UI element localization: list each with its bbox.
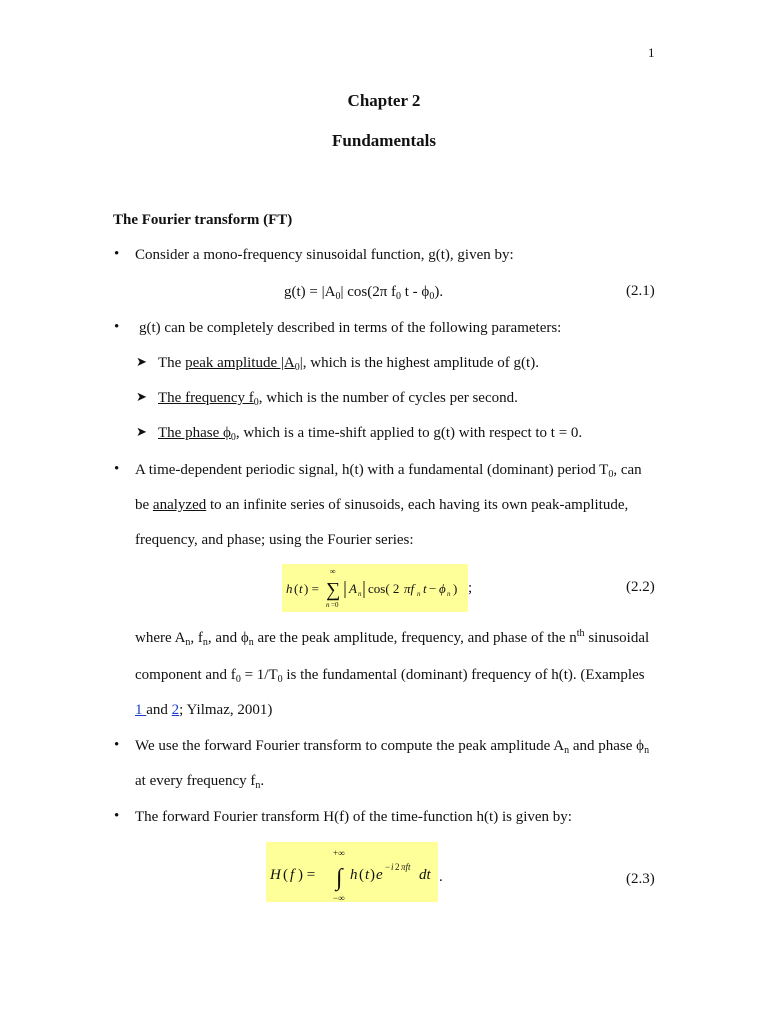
svg-text:cos( 2: cos( 2 xyxy=(368,581,400,596)
svg-text:): ) xyxy=(370,867,375,883)
example-1-link[interactable]: 1 xyxy=(135,702,147,718)
svg-text:ϕ: ϕ xyxy=(439,581,446,596)
svg-text:n: n xyxy=(447,590,451,598)
bullet-3-line-2: be analyzed to an infinite series of sinusoids, each having its own peak-amplitude, xyxy=(135,497,629,513)
svg-text:=0: =0 xyxy=(331,601,339,609)
bullet-1-text: Consider a mono-frequency sinusoidal function, g(t), given by: xyxy=(135,247,514,263)
svg-text:n: n xyxy=(326,601,330,609)
svg-text:πft: πft xyxy=(401,862,411,872)
bullet-5-text: The forward Fourier transform H(f) of the time-function h(t) is given by: xyxy=(135,809,572,825)
svg-text:t: t xyxy=(299,581,303,596)
svg-text:(: ( xyxy=(294,581,299,596)
equation-2-2-semicolon: ; xyxy=(468,580,473,596)
equation-2-3-highlight xyxy=(266,842,438,902)
bullet-4-line-2: at every frequency $f_n$. xyxy=(135,773,265,791)
svg-text:h: h xyxy=(286,581,293,596)
chapter-heading: Chapter 2 xyxy=(347,91,421,110)
svg-text:): ) xyxy=(453,581,458,596)
bullet-3-line-1: A time-dependent periodic signal, h(t) with a fundamental (dominant) period $T_0$, can xyxy=(135,462,642,480)
svg-text:(: ( xyxy=(359,867,364,883)
equation-2-3-formula xyxy=(266,842,438,902)
sub-item-frequency: The frequency $f_0$, which is the number of cycles per second. xyxy=(158,390,518,408)
svg-text:f: f xyxy=(290,867,295,883)
svg-text:−: − xyxy=(385,862,391,872)
bullet-dot: • xyxy=(114,808,120,824)
svg-text:i: i xyxy=(391,862,394,872)
svg-text:h: h xyxy=(350,867,358,883)
svg-text:−: − xyxy=(429,581,437,596)
arrow-bullet-icon: ➤ xyxy=(136,424,147,439)
svg-text:t: t xyxy=(365,867,370,883)
svg-text:e: e xyxy=(376,867,383,883)
equation-2-2-formula xyxy=(282,564,468,612)
paragraph-line-1: where $A_n$, $f_n$, and $\phi_n$ are the peak amplitude, frequency, and phase of the $n^{th}$ sinusoidal xyxy=(135,628,650,648)
svg-text:) =: ) = xyxy=(298,867,316,883)
bullet-2-text: g(t) can be completely described in terms of the following parameters: xyxy=(139,320,562,336)
bullet-3-line-3: frequency, and phase; using the Fourier series: xyxy=(135,532,414,548)
svg-text:t: t xyxy=(423,581,427,596)
arrow-bullet-icon: ➤ xyxy=(136,354,147,369)
svg-text:2: 2 xyxy=(395,862,400,872)
svg-text:H: H xyxy=(270,867,281,883)
sub-item-phase: The phase $\phi_0$, which is a time-shift applied to g(t) with respect to t = 0. xyxy=(158,425,583,443)
equation-2-2-highlight xyxy=(282,564,468,612)
svg-text:−∞: −∞ xyxy=(333,893,345,902)
equation-number-2-3: (2.3) xyxy=(626,871,655,887)
svg-text:A: A xyxy=(349,581,357,596)
svg-text:dt: dt xyxy=(419,867,431,883)
arrow-bullet-icon: ➤ xyxy=(136,389,147,404)
svg-text:∫: ∫ xyxy=(336,865,343,891)
bullet-4-line-1: We use the forward Fourier transform to compute the peak amplitude $A_n$ and phase $\phi_n$ xyxy=(135,738,650,756)
section-heading: The Fourier transform (FT) xyxy=(113,212,293,228)
equation-number-2-1: (2.1) xyxy=(626,283,655,299)
svg-text:∑: ∑ xyxy=(326,579,341,601)
paragraph-line-3: 1 and 2; Yilmaz, 2001) xyxy=(135,702,273,718)
svg-text:+∞: +∞ xyxy=(333,848,345,858)
svg-text:(: ( xyxy=(283,867,288,883)
svg-text:∞: ∞ xyxy=(330,567,336,576)
svg-text:) =: ) = xyxy=(304,581,319,596)
equation-2-3-period: . xyxy=(439,869,443,885)
bullet-dot: • xyxy=(114,461,120,477)
chapter-title: Fundamentals xyxy=(332,131,436,150)
bullet-dot: • xyxy=(114,319,120,335)
paragraph-line-2: component and $f_0 = 1/T_0$ is the fundamental (dominant) frequency of h(t). (Examples xyxy=(135,667,645,685)
example-2-link[interactable]: 2 xyxy=(171,702,180,718)
svg-text:n: n xyxy=(417,590,421,598)
equation-2-1: $g(t) = |A_0|$ cos(2π $f_0$ t - $\phi_0$). xyxy=(284,284,444,302)
sub-item-peak-amplitude: The peak amplitude $|A_0|$, which is the highest amplitude of g(t). xyxy=(158,355,539,373)
equation-number-2-2: (2.2) xyxy=(626,579,655,595)
bullet-dot: • xyxy=(114,737,120,753)
page-number: 1 xyxy=(648,45,655,60)
svg-text:πf: πf xyxy=(404,581,415,596)
svg-text:n: n xyxy=(358,590,362,598)
bullet-dot: • xyxy=(114,246,120,262)
